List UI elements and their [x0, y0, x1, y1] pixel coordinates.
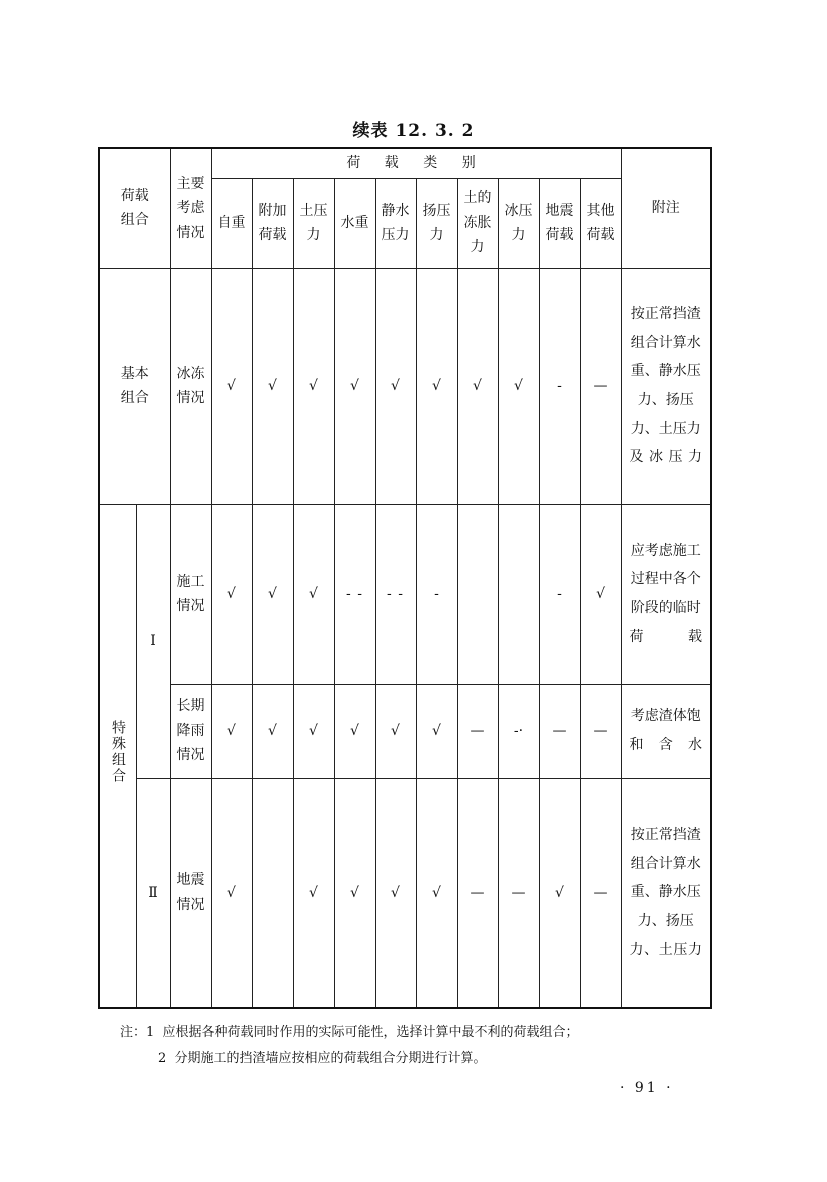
header-situation: 主要考虑情况: [170, 148, 211, 268]
footnote-prefix: 注：1: [120, 1025, 155, 1040]
header-combo: 荷载组合: [99, 148, 170, 268]
footnotes: [120, 1020, 720, 1072]
header-load: 土压力: [293, 178, 334, 268]
group-basic: 基本组合: [99, 268, 170, 504]
mark-cell: √: [252, 268, 293, 504]
mark-cell: √: [293, 504, 334, 684]
header-load: 地震荷载: [539, 178, 580, 268]
mark-cell: —: [580, 684, 621, 778]
header-load: 附加荷载: [252, 178, 293, 268]
mark-cell: - -: [375, 504, 416, 684]
remark-earthquake: 按正常挡渣组合计算水重、静水压力、扬压力、土压力: [621, 778, 711, 1008]
mark-cell: √: [457, 268, 498, 504]
table-row: [99, 268, 711, 504]
mark-cell: √: [252, 684, 293, 778]
mark-cell: [457, 504, 498, 684]
mark-cell: √: [211, 778, 252, 1008]
mark-cell: √: [293, 778, 334, 1008]
mark-cell: √: [293, 268, 334, 504]
header-load: 土的冻胀力: [457, 178, 498, 268]
header-load: 冰压力: [498, 178, 539, 268]
table-title: 续表 12. 3. 2: [352, 121, 475, 141]
footnote-2: [120, 1046, 720, 1072]
table-row: [99, 684, 711, 778]
mark-cell: √: [539, 778, 580, 1008]
mark-cell: √: [334, 778, 375, 1008]
mark-cell: √: [334, 268, 375, 504]
mark-cell: -: [539, 268, 580, 504]
header-load: 自重: [211, 178, 252, 268]
mark-cell: —: [457, 778, 498, 1008]
mark-cell: √: [293, 684, 334, 778]
mark-cell: —: [580, 778, 621, 1008]
mark-cell: -·: [498, 684, 539, 778]
mark-cell: √: [580, 504, 621, 684]
footnote-2-num: 2: [158, 1051, 167, 1066]
footnote-2-text: 分期施工的挡渣墙应按相应的荷载组合分期进行计算。: [174, 1051, 487, 1066]
remark-construction: 应考虑施工过程中各个阶段的临时荷载: [621, 504, 711, 684]
situation-rain: 长期降雨情况: [170, 684, 211, 778]
mark-cell: —: [539, 684, 580, 778]
mark-cell: √: [375, 778, 416, 1008]
header-load: 静水压力: [375, 178, 416, 268]
header-load: 水重: [334, 178, 375, 268]
mark-cell: √: [375, 268, 416, 504]
mark-cell: √: [334, 684, 375, 778]
mark-cell: √: [416, 268, 457, 504]
footnote-1: [120, 1020, 720, 1046]
situation-construction: 施工情况: [170, 504, 211, 684]
page-number: · 91 ·: [620, 1080, 674, 1096]
mark-cell: —: [580, 268, 621, 504]
header-remark: 附注: [621, 148, 711, 268]
header-load-category: 荷 载 类 别: [211, 148, 621, 178]
mark-cell: -: [539, 504, 580, 684]
mark-cell: - -: [334, 504, 375, 684]
mark-cell: √: [416, 684, 457, 778]
table-row: [99, 504, 711, 684]
remark-basic: 按正常挡渣组合计算水重、静水压力、扬压力、土压力及冰压力: [621, 268, 711, 504]
mark-cell: √: [211, 504, 252, 684]
group-special: 特殊组合: [99, 504, 136, 1008]
situation-basic: 冰冻情况: [170, 268, 211, 504]
mark-cell: √: [375, 684, 416, 778]
mark-cell: √: [416, 778, 457, 1008]
remark-rain: 考虑渣体饱和含水: [621, 684, 711, 778]
mark-cell: √: [498, 268, 539, 504]
header-load: 扬压力: [416, 178, 457, 268]
mark-cell: —: [498, 778, 539, 1008]
footnote-1-text: 应根据各种荷载同时作用的实际可能性，选择计算中最不利的荷载组合；: [162, 1025, 579, 1040]
mark-cell: -: [416, 504, 457, 684]
load-combination-table: [98, 147, 712, 1009]
sub-group-1: Ⅰ: [136, 504, 170, 778]
situation-earthquake: 地震情况: [170, 778, 211, 1008]
sub-group-2: Ⅱ: [136, 778, 170, 1008]
mark-cell: √: [211, 268, 252, 504]
mark-cell: √: [252, 504, 293, 684]
mark-cell: —: [457, 684, 498, 778]
mark-cell: [252, 778, 293, 1008]
mark-cell: [498, 504, 539, 684]
header-load: 其他荷载: [580, 178, 621, 268]
mark-cell: √: [211, 684, 252, 778]
table-row: [99, 778, 711, 1008]
